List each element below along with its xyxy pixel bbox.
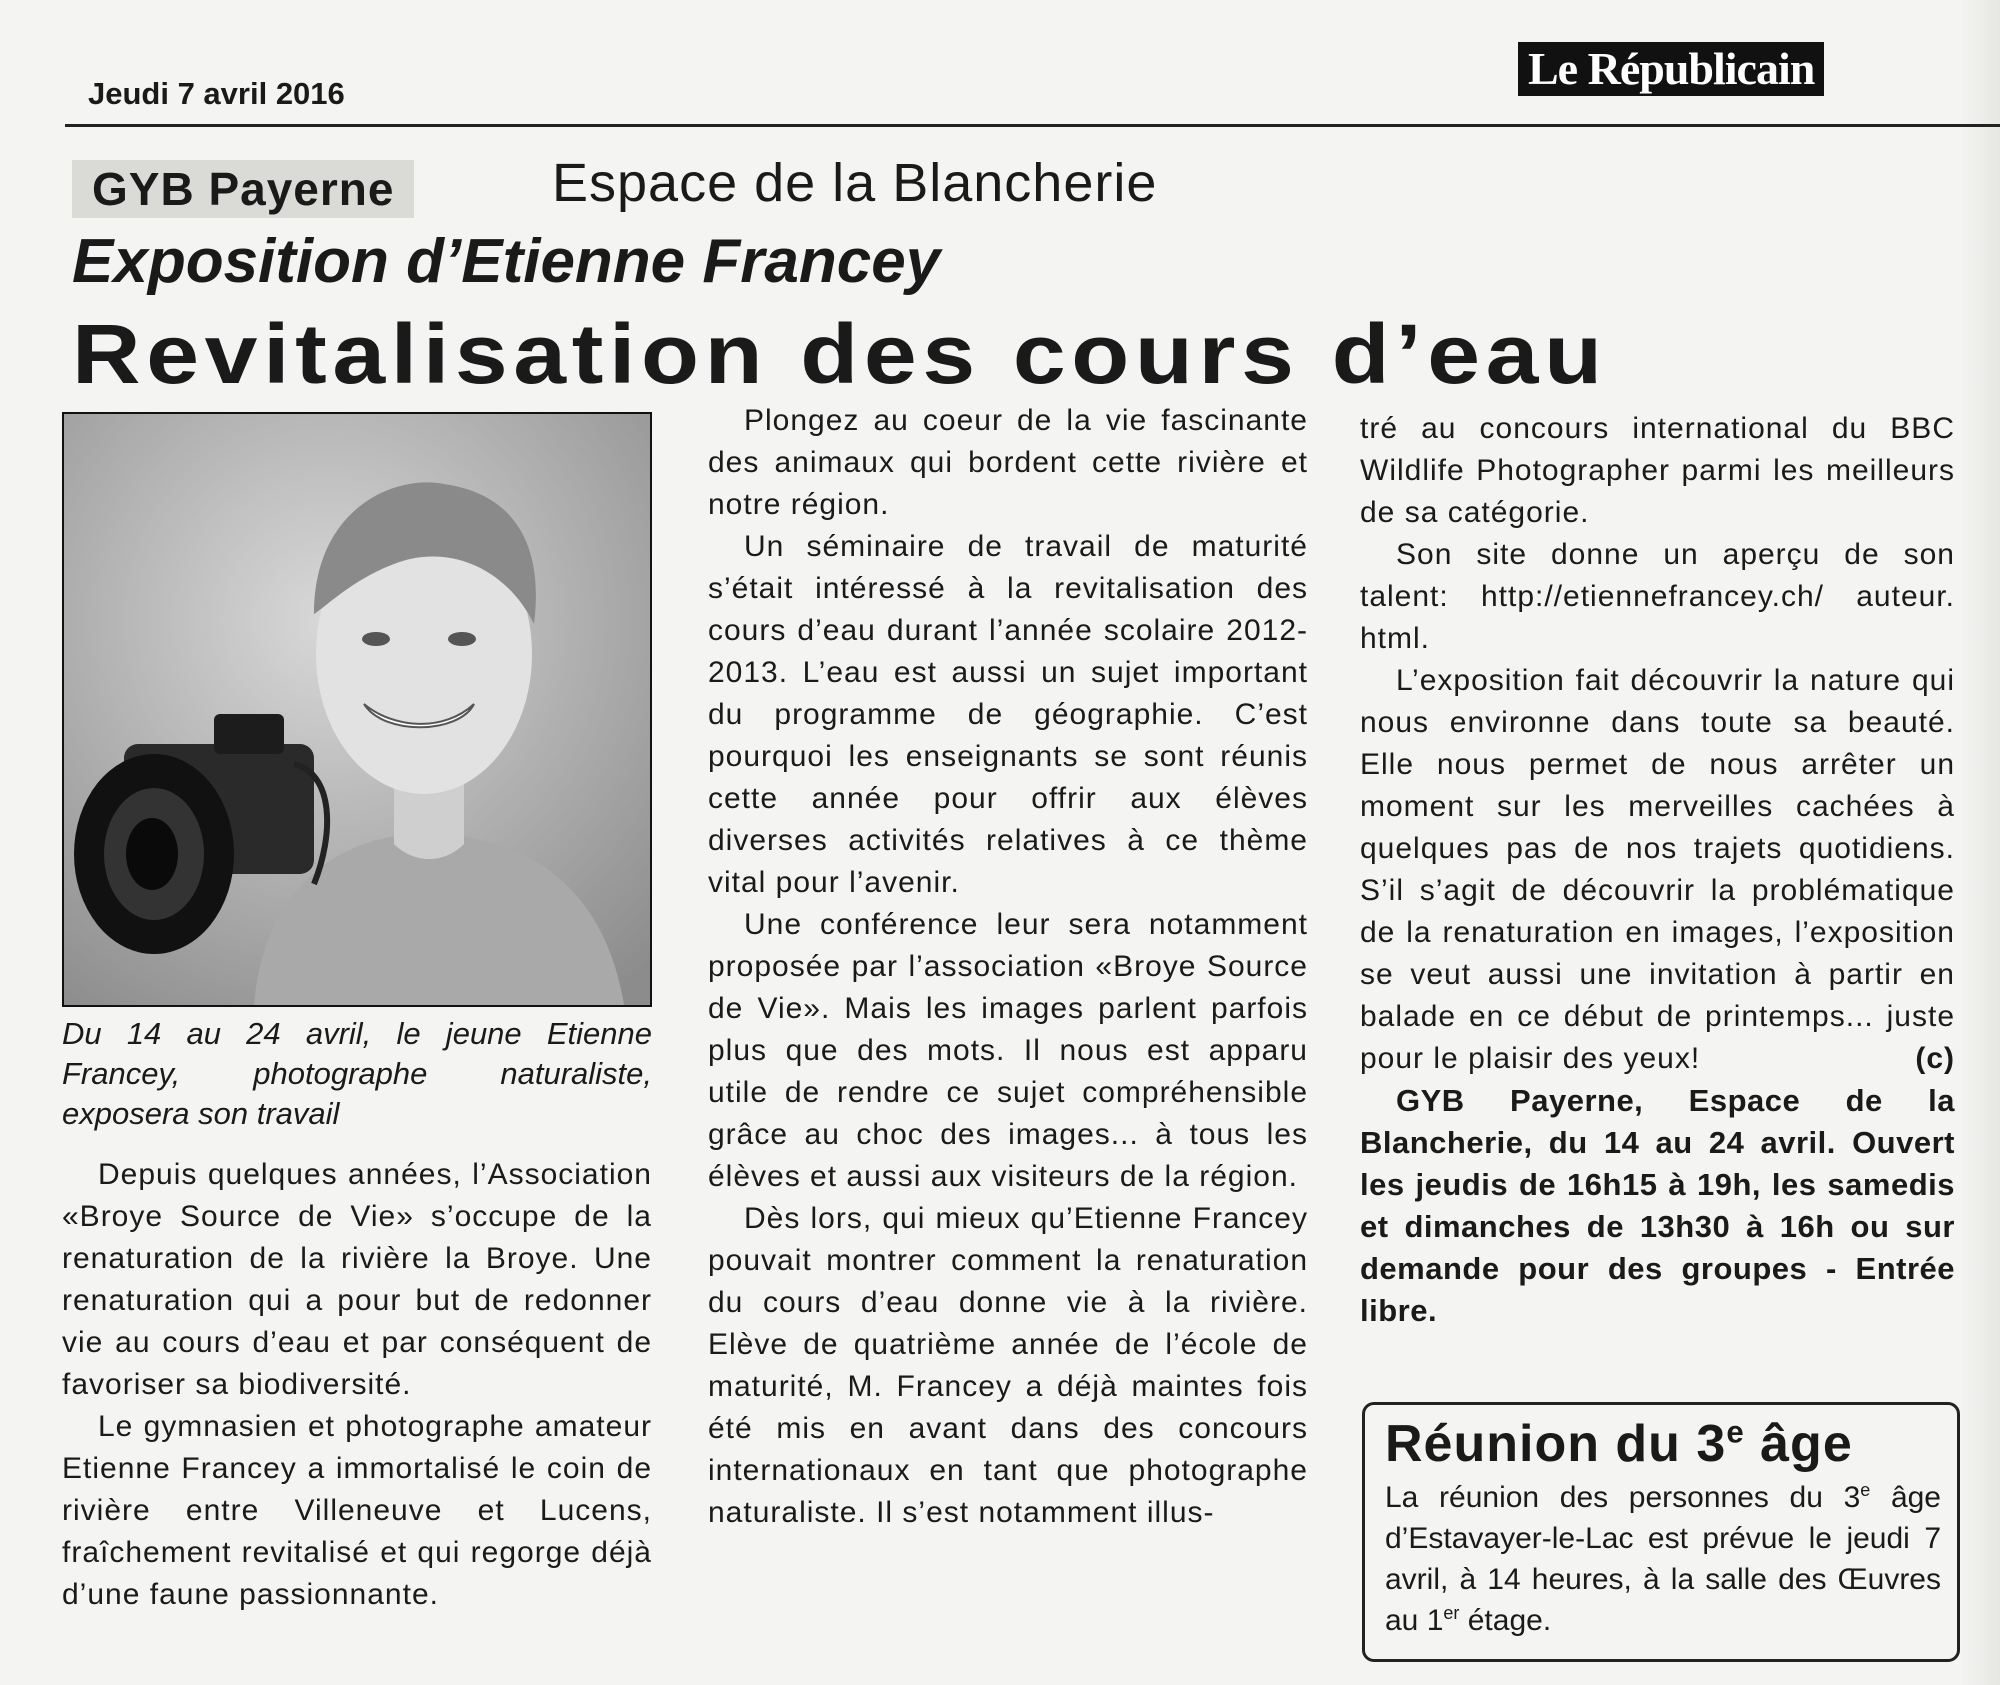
kicker-place: Espace de la Blancherie <box>552 153 1158 213</box>
paragraph: tré au concours international du BBC Wildlife Photographer parmi les meilleurs de sa catégorie. <box>1360 412 1955 529</box>
paragraph: Le gymnasien et photographe amateur Etienne Francey a immortalisé le coin de rivière entre Villeneuve et Lucens, fraîchement revitalisé et qui regorge déjà d’une faune passionnante. <box>62 1410 652 1611</box>
exhibition-info: GYB Payerne, Espace de la Blancherie, du 14 au 24 avril. Ouvert les jeudis de 16h15 à 19h, les samedis et dimanches de 13h30 à 16h ou sur demande pour des groupes - Entrée libre. <box>1360 1083 1955 1328</box>
notice-title: Réunion du 3e âge <box>1385 1414 1853 1473</box>
article-headline: Revitalisation des cours d’eau <box>72 307 1608 401</box>
notice-text: La réunion des personnes du 3e âge d’Estavayer-le-Lac est prévue le jeudi 7 avril, à 14 heures, à la salle des Œuvres au 1er étage. <box>1385 1480 1941 1637</box>
article-column-2 <box>708 400 1308 1534</box>
photo-caption: Du 14 au 24 avril, le jeune Etienne Francey, photographe naturaliste, exposera son travail <box>62 1016 652 1131</box>
paragraph: Dès lors, qui mieux qu’Etienne Francey pouvait montrer comment la renaturation du cours d’eau donne vie à la rivière. Elève de quatrième année de l’école de maturité, M. Francey a déjà maintes fois été mis en avant dans des concours internationaux en tant que photographe naturaliste. Il s’est notamment illus- <box>708 1202 1308 1529</box>
notice-box <box>1362 1402 1960 1662</box>
article-subhead: Exposition d’Etienne Francey <box>72 227 941 296</box>
article-column-3 <box>1360 408 1955 1332</box>
issue-date: Jeudi 7 avril 2016 <box>88 76 345 111</box>
page-edge <box>1960 0 2000 1685</box>
paragraph <box>1360 660 1955 1080</box>
header-rule <box>65 124 2000 127</box>
author-signature: (c) <box>1915 1042 1955 1075</box>
paragraph: Un séminaire de travail de maturité s’était intéressé à la revitalisation des cours d’eau durant l’année scolaire 2012-2013. L’eau est aussi un sujet important du programme de géographie. C’est pourquoi les enseignants se sont réunis cette année pour offrir aux élèves diverses activités relatives à ce thème vital pour l’avenir. <box>708 530 1308 899</box>
paragraph: Son site donne un aperçu de son talent: http://etiennefrancey.ch/ auteur. html. <box>1360 538 1955 655</box>
paragraph: Plongez au coeur de la vie fascinante des animaux qui bordent cette rivière et notre région. <box>708 404 1308 521</box>
kicker-tag: GYB Payerne <box>72 160 414 218</box>
newspaper-masthead: Le Républicain <box>1518 42 1824 96</box>
photographer-portrait <box>62 412 652 1007</box>
paragraph-text: L’exposition fait découvrir la nature qui nous environne dans toute sa beauté. Elle nous permet de nous arrêter un moment sur les merveilles cachées à quelques pas de nos trajets quotidiens. S’il s’agit de découvrir la problématique de la renaturation en images, l’exposition se veut aussi une invitation à partir en balade en ce début de printemps... juste pour le plaisir des yeux! <box>1360 664 1955 1075</box>
paragraph: Une conférence leur sera notamment proposée par l’association «Broye Source de Vie». Mais les images parlent parfois plus que des mots. Il nous est apparu utile de rendre ce sujet compréhensible grâce au choc des images... à tous les élèves et aussi aux visiteurs de la région. <box>708 908 1308 1193</box>
article-column-1 <box>62 1154 652 1616</box>
paragraph: Depuis quelques années, l’Association «Broye Source de Vie» s’occupe de la renaturation de la rivière la Broye. Une renaturation qui a pour but de redonner vie au cours d’eau et par conséquent de favoriser sa biodiversité. <box>62 1158 652 1401</box>
